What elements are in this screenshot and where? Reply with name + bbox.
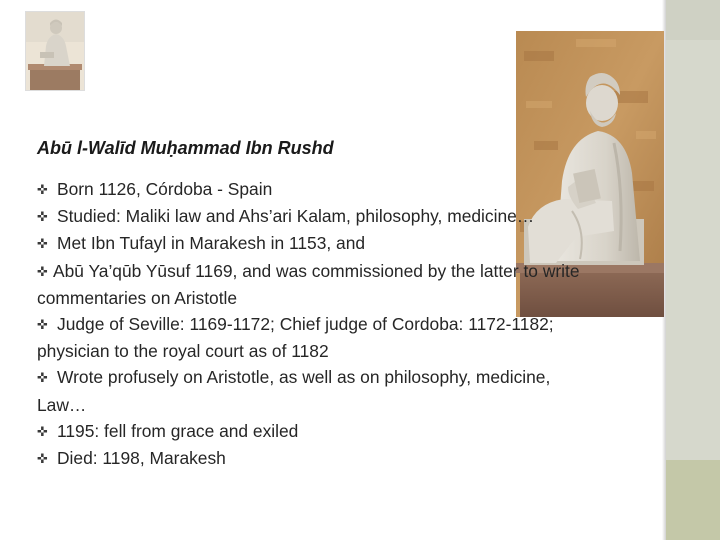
bullet-list: [37, 176, 597, 472]
slide-side-bar: [666, 0, 720, 540]
bullet-item: [37, 311, 597, 364]
bullet-text: Met Ibn Tufayl in Marakesh in 1153, and: [57, 233, 366, 254]
bullet-text: Died: 1198, Marakesh: [57, 448, 226, 469]
statue-thumbnail-image: [25, 11, 85, 91]
bullet-text: Judge of Seville: 1169-1172; Chief judge of Cordoba: 1172-1182; physician to the royal court as of 1182: [37, 314, 554, 362]
pushpin-bullet-icon: ✜: [37, 423, 48, 439]
slide-title: Abū l-Walīd Muḥammad Ibn Rushd: [37, 138, 334, 158]
side-bar-bottom-block: [666, 460, 720, 540]
bullet-text: 1195: fell from grace and exiled: [57, 420, 299, 441]
pushpin-bullet-icon: ✜: [37, 263, 48, 279]
bullet-text: Wrote profusely on Aristotle, as well as on philosophy, medicine, Law…: [37, 367, 551, 415]
pushpin-bullet-icon: ✜: [37, 209, 48, 225]
bullet-item: [37, 418, 597, 445]
bullet-item: [37, 203, 597, 230]
bullet-item: [37, 230, 597, 257]
pushpin-bullet-icon: ✜: [37, 317, 48, 333]
bullet-item: [37, 364, 597, 417]
bullet-text: Born 1126, Córdoba - Spain: [57, 179, 273, 199]
bullet-text: Abū Ya’qūb Yūsuf 1169, and was commissioned by the latter to write commentaries on Aristotle: [37, 260, 580, 308]
pushpin-bullet-icon: ✜: [37, 182, 48, 197]
pushpin-bullet-icon: ✜: [37, 370, 48, 386]
bullet-item: [37, 445, 597, 472]
pushpin-bullet-icon: ✜: [37, 451, 48, 467]
bullet-item: [37, 176, 597, 203]
bullet-text: Studied: Maliki law and Ahs’ari Kalam, philosophy, medicine…: [57, 206, 535, 227]
side-bar-top-block: [666, 0, 720, 40]
bullet-item: [37, 258, 597, 311]
pushpin-bullet-icon: ✜: [37, 236, 48, 252]
